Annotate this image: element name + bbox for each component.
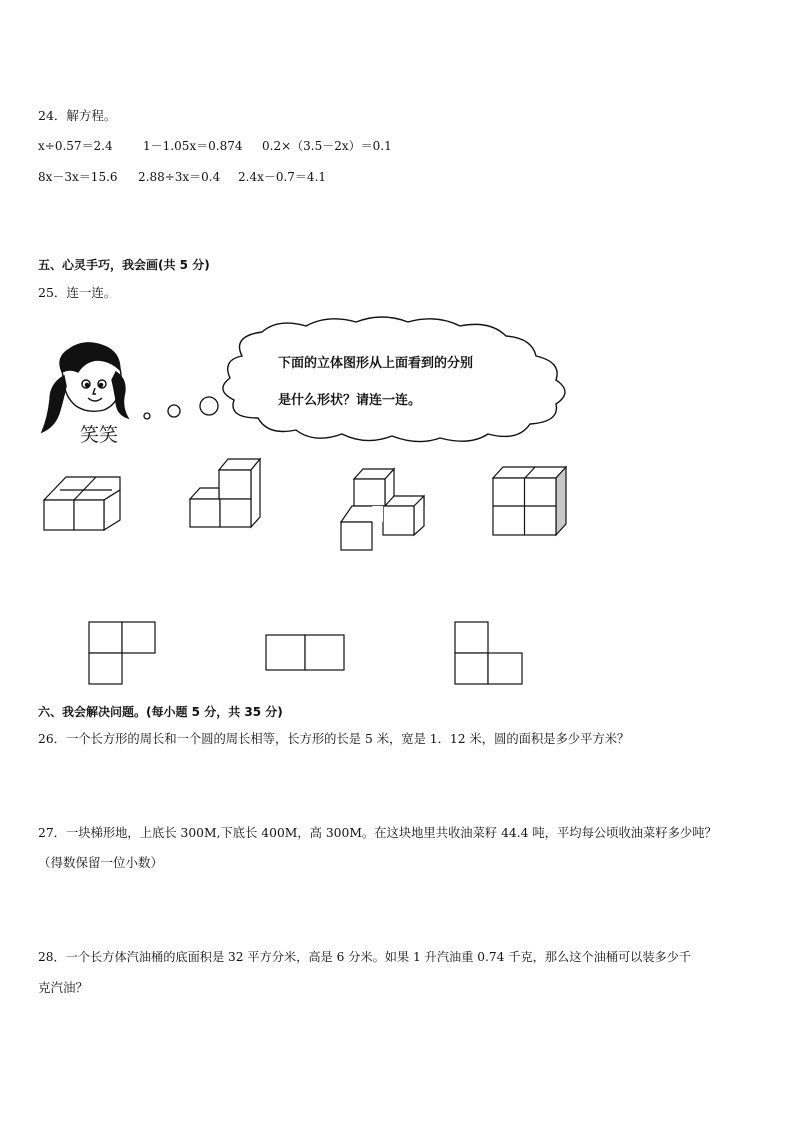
- girl-name-label: 笑笑: [80, 424, 119, 446]
- q28-text-line-1: 28．一个长方体汽油桶的底面积是 32 平方分米，高是 6 分米。如果 1 升汽油重 0.74 千克，那么这个油桶可以装多少千: [38, 950, 692, 964]
- equation-6: 2.4x－0.7＝4.1: [238, 170, 327, 184]
- top-view-shape-3: [455, 622, 522, 684]
- equation-3: 0.2×（3.5－2x）＝0.1: [262, 139, 392, 153]
- q27-text-line-1: 27．一块梯形地，上底长 300M,下底长 400M，高 300M。在这块地里共收油菜籽 44.4 吨，平均每公顷收油菜籽多少吨？: [38, 826, 717, 840]
- cloud-text-line-2: 是什么形状？请连一连。: [278, 393, 422, 408]
- top-view-shape-2: [266, 635, 344, 670]
- equation-4: 8x－3x＝15.6: [38, 170, 118, 184]
- equation-5: 2.88÷3x＝0.4: [138, 170, 221, 184]
- q26-text: 26．一个长方形的周长和一个圆的周长相等，长方形的长是 5 米，宽是 1．12 米，圆的面积是多少平方米？: [38, 732, 630, 746]
- q25-title: 25．连一连。: [38, 285, 117, 300]
- girl-icon: [42, 343, 128, 432]
- top-view-shape-1: [89, 622, 155, 684]
- equation-1: x÷0.57＝2.4: [38, 139, 113, 153]
- cloud-text-line-1: 下面的立体图形从上面看到的分别: [278, 356, 474, 371]
- section-5-heading: 五、心灵手巧，我会画(共 5 分): [38, 258, 210, 272]
- q27-text-line-2: （得数保留一位小数）: [38, 855, 164, 870]
- solid-figure-1: [44, 477, 120, 530]
- q28-text-line-2: 克汽油？: [38, 980, 89, 995]
- equation-2: 1－1.05x＝0.874: [143, 139, 243, 153]
- section-6-heading: 六、我会解决问题。(每小题 5 分，共 35 分): [38, 705, 283, 719]
- solid-figure-4: [493, 467, 566, 535]
- thought-bubble-large: [200, 397, 218, 415]
- q24-title: 24．解方程。: [38, 108, 117, 123]
- solid-figure-2: [190, 459, 260, 527]
- thought-bubble-small: [144, 413, 150, 419]
- thought-bubble-medium: [168, 405, 180, 417]
- thought-cloud-icon: [223, 317, 565, 442]
- solid-figure-3: [341, 469, 424, 550]
